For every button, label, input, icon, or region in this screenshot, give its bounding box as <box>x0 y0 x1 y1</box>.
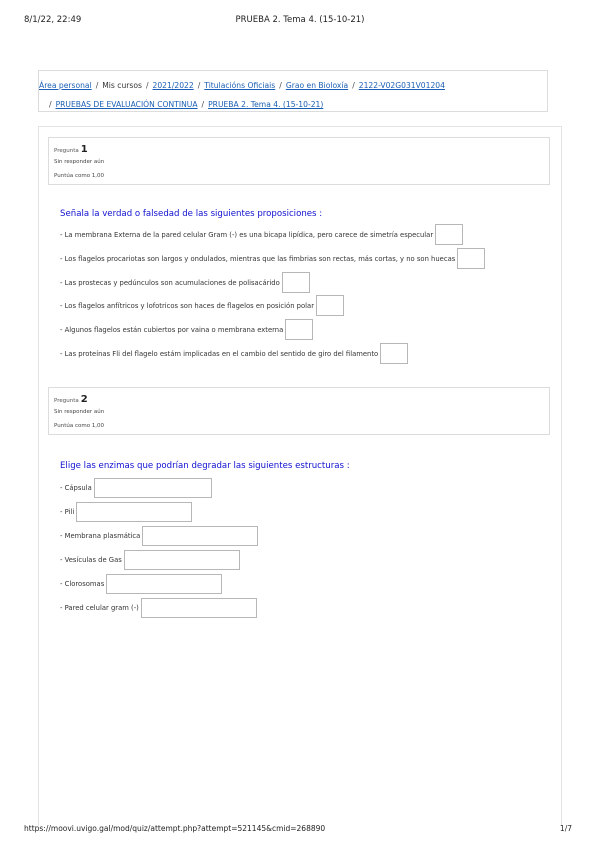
question-info <box>48 387 550 435</box>
statement-row: - Membrana plasmática <box>60 526 258 546</box>
breadcrumb-mis-cursos: Mis cursos <box>102 81 142 90</box>
print-page-number: 1/7 <box>559 824 572 833</box>
answer-select[interactable] <box>124 550 240 570</box>
answer-select[interactable] <box>142 526 258 546</box>
breadcrumb-course-code[interactable]: 2122-V02G031V01204 <box>358 81 445 90</box>
answer-select[interactable] <box>457 248 485 269</box>
statement-row: - Clorosomas <box>60 574 222 594</box>
answer-select[interactable] <box>316 295 344 316</box>
breadcrumb-separator: / <box>279 81 282 90</box>
question-grade: Puntúa como 1,00 <box>54 423 105 429</box>
breadcrumb-year[interactable]: 2021/2022 <box>152 81 194 90</box>
question-number: Pregunta 1 <box>54 144 88 155</box>
statement-row: - Cápsula <box>60 478 212 498</box>
statement-row: - Los flagelos procariotas son largos y ondulados, mientras que las fimbrias son rectas, más cortas, y no son huecas <box>60 248 485 269</box>
breadcrumb-separator: / <box>352 81 355 90</box>
answer-select[interactable] <box>106 574 222 594</box>
breadcrumb-separator: / <box>95 81 99 90</box>
answer-select[interactable] <box>380 343 408 364</box>
breadcrumb <box>38 70 548 112</box>
breadcrumb-pruebas[interactable]: PRUEBAS DE EVALUACIÓN CONTINUA <box>55 100 198 109</box>
statement-row: - La membrana Externa de la pared celular Gram (-) es una bicapa lipídica, pero carece de simetría especular <box>60 224 463 245</box>
question-state: Sin responder aún <box>54 409 105 415</box>
breadcrumb-separator: / <box>145 81 149 90</box>
question-number: Pregunta 2 <box>54 394 88 405</box>
statement-row: - Vesículas de Gas <box>60 550 240 570</box>
breadcrumb-titulacions[interactable]: Titulacións Oficiais <box>204 81 276 90</box>
print-datetime: 8/1/22, 22:49 <box>24 15 82 25</box>
answer-select[interactable] <box>435 224 463 245</box>
breadcrumb-separator: / <box>49 100 52 109</box>
statement-row: - Pili <box>60 502 192 522</box>
question-prompt: Señala la verdad o falsedad de las siguientes proposiciones : <box>60 209 323 219</box>
print-title: PRUEBA 2. Tema 4. (15-10-21) <box>235 15 365 25</box>
answer-select[interactable] <box>94 478 212 498</box>
answer-select[interactable] <box>285 319 313 340</box>
question-grade: Puntúa como 1,00 <box>54 173 105 179</box>
breadcrumb-separator: / <box>197 81 201 90</box>
question-prompt: Elige las enzimas que podrían degradar las siguientes estructuras : <box>60 461 350 471</box>
print-url: https://moovi.uvigo.gal/mod/quiz/attempt.php?attempt=521145&cmid=268890 <box>24 824 326 833</box>
statement-row: - Los flagelos anfítricos y lofotricos son haces de flagelos en posición polar <box>60 295 344 316</box>
statement-row: - Algunos flagelos están cubiertos por vaina o membrana externa <box>60 319 313 340</box>
statement-row: - Las prostecas y pedúnculos son acumulaciones de polisacárido <box>60 272 310 293</box>
question-state: Sin responder aún <box>54 159 105 165</box>
breadcrumb-separator: / <box>201 100 205 109</box>
answer-select[interactable] <box>76 502 192 522</box>
breadcrumb-grao[interactable]: Grao en Bioloxía <box>285 81 349 90</box>
breadcrumb-quiz[interactable]: PRUEBA 2. Tema 4. (15-10-21) <box>208 100 324 109</box>
answer-select[interactable] <box>282 272 310 293</box>
breadcrumb-area-personal[interactable]: Área personal <box>39 81 92 90</box>
question-info <box>48 137 550 185</box>
statement-row: - Las proteínas Fli del flagelo estám implicadas en el cambio del sentido de giro del filamento <box>60 343 408 364</box>
statement-row: - Pared celular gram (-) <box>60 598 257 618</box>
answer-select[interactable] <box>141 598 257 618</box>
